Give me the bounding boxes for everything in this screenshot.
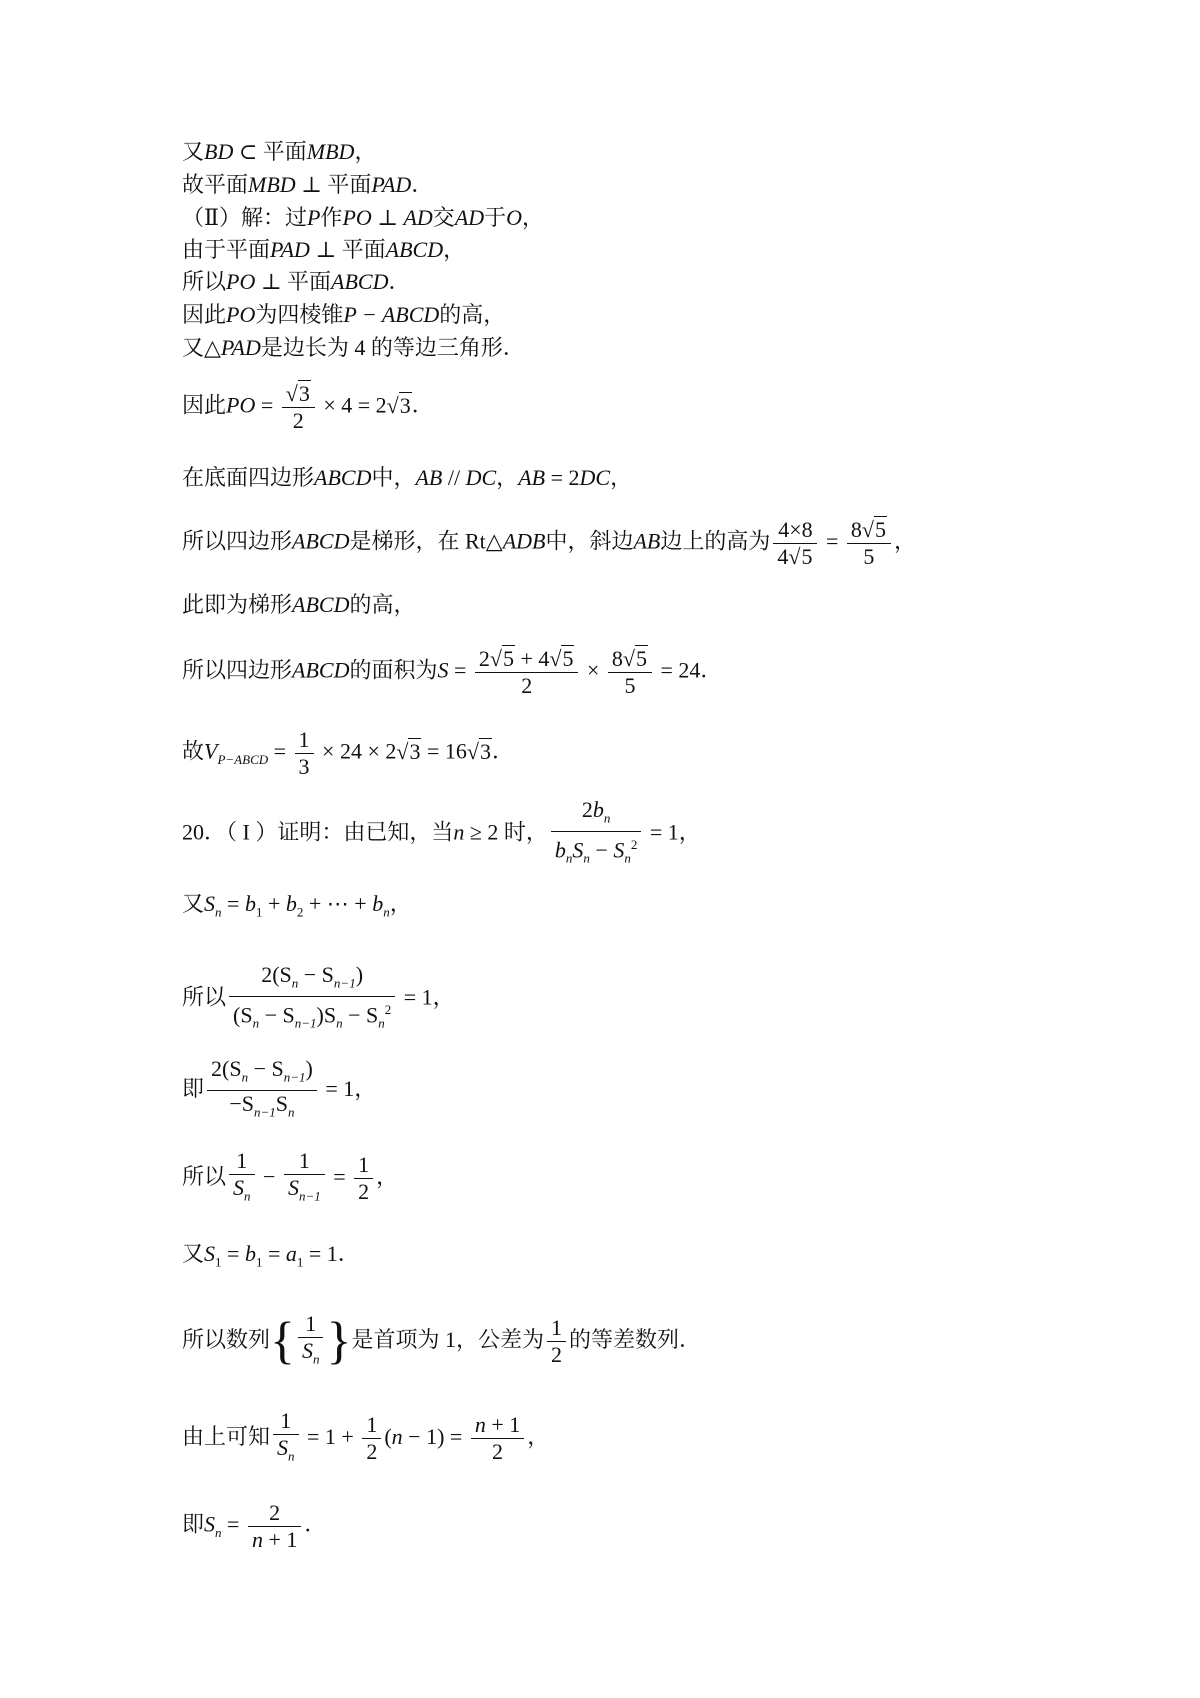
subscript: n bbox=[241, 1069, 249, 1085]
text: 由于平面 bbox=[182, 237, 271, 262]
math: 2 bbox=[492, 1439, 504, 1465]
math: 2 bbox=[521, 673, 533, 698]
fraction: $\frac{8√5}{5}$ bbox=[847, 517, 891, 570]
text: ， bbox=[389, 891, 412, 916]
math: 3 bbox=[409, 738, 421, 764]
text: 又 bbox=[182, 1241, 205, 1266]
math: − S bbox=[248, 1056, 284, 1081]
math: 1 bbox=[295, 727, 314, 754]
math: BD bbox=[204, 139, 234, 164]
subscript: n bbox=[288, 1448, 295, 1464]
math: MBD bbox=[248, 172, 296, 197]
text: = bbox=[221, 891, 245, 916]
text: 由上可知 bbox=[182, 1423, 271, 1449]
fraction bbox=[284, 1148, 325, 1209]
math: b bbox=[244, 1241, 256, 1266]
text: − bbox=[257, 1163, 281, 1189]
math: + 4 bbox=[514, 646, 550, 671]
text-line-11 bbox=[182, 591, 415, 619]
subscript: n−1 bbox=[294, 1016, 317, 1032]
math: − S bbox=[342, 1002, 379, 1028]
fraction bbox=[362, 1412, 381, 1465]
text: 的高， bbox=[349, 592, 416, 617]
text: − 1) = bbox=[402, 1423, 468, 1449]
text: 即 bbox=[182, 1075, 205, 1101]
text: × 24 × 2 bbox=[316, 738, 397, 764]
fraction: $\frac{8√5}{5}$ bbox=[608, 646, 652, 699]
text: ⊂ 平面 bbox=[233, 139, 307, 164]
math: 2 bbox=[550, 1342, 562, 1368]
math: S bbox=[572, 837, 584, 863]
math: n bbox=[251, 1527, 263, 1552]
text: = 1， bbox=[319, 1075, 377, 1101]
math: b bbox=[244, 891, 256, 916]
math: 5 bbox=[635, 646, 647, 671]
text: 又△ bbox=[182, 335, 221, 360]
subscript: n bbox=[378, 1016, 385, 1032]
text: 边上的高为 bbox=[660, 528, 771, 554]
subscript: n bbox=[603, 810, 611, 826]
text-line-1 bbox=[182, 138, 376, 166]
math: MBD bbox=[306, 139, 355, 164]
math: AB bbox=[633, 528, 661, 554]
right-brace: } bbox=[326, 1312, 352, 1370]
math: PAD bbox=[270, 237, 310, 262]
text: = 2 bbox=[545, 465, 580, 490]
text: ， bbox=[443, 237, 466, 262]
formula-line-13: 故$V_{P-ABCD}$ = $\frac{1}{3}$ × 24 × 2√3 = 16√3． bbox=[182, 727, 514, 779]
text: = bbox=[221, 1511, 245, 1537]
text: = 1， bbox=[644, 819, 701, 845]
text: 中，斜边 bbox=[545, 528, 634, 554]
fraction bbox=[551, 797, 641, 872]
math: + 1 bbox=[485, 1412, 521, 1438]
text: = 16 bbox=[421, 738, 467, 764]
text: ． bbox=[411, 392, 434, 418]
text: 所以 bbox=[182, 984, 227, 1010]
subscript: n bbox=[383, 904, 390, 920]
text: 所以四边形 bbox=[182, 657, 293, 683]
math: 8 bbox=[611, 646, 623, 671]
text: ， bbox=[893, 528, 916, 554]
math: ) bbox=[305, 1056, 313, 1081]
text: 在底面四边形 bbox=[182, 465, 315, 490]
math: P bbox=[306, 205, 321, 230]
text: 是梯形，在 Rt△ bbox=[349, 528, 503, 554]
formula-line-8: 因此PO = $\frac{√3}{2}$ × 4 = 2√3． bbox=[182, 381, 434, 433]
fraction bbox=[207, 1056, 317, 1126]
subscript: n−1 bbox=[333, 975, 356, 991]
text: × bbox=[581, 657, 605, 683]
text: 的高， bbox=[439, 302, 506, 327]
text: + bbox=[262, 891, 286, 916]
math: b bbox=[285, 891, 297, 916]
text: 是首项为 1，公差为 bbox=[351, 1326, 544, 1352]
subscript: n−1 bbox=[283, 1069, 306, 1085]
subscript: n bbox=[252, 1016, 260, 1032]
formula-line-21 bbox=[182, 1408, 549, 1469]
text-line-4 bbox=[182, 236, 465, 264]
subscript: n bbox=[288, 1104, 295, 1120]
math: PAD bbox=[220, 335, 261, 360]
text: // bbox=[442, 465, 466, 490]
text: ≥ 2 时， bbox=[464, 819, 548, 845]
math: PO bbox=[226, 269, 256, 294]
subscript: n bbox=[291, 975, 299, 991]
text: 又 bbox=[182, 139, 205, 164]
math: AD bbox=[403, 205, 433, 230]
text: = bbox=[268, 738, 292, 764]
text-line-3 bbox=[182, 204, 544, 232]
math: ABCD bbox=[314, 465, 372, 490]
subscript: n−1 bbox=[298, 1188, 321, 1204]
math: 4 bbox=[777, 544, 789, 569]
text: ． bbox=[491, 738, 514, 764]
text: ， bbox=[522, 205, 545, 230]
text: 所以 bbox=[182, 269, 227, 294]
subscript: P−ABCD bbox=[217, 751, 269, 767]
math: PO bbox=[342, 205, 372, 230]
text: 故 bbox=[182, 738, 205, 764]
text: 20．（ I ）证明：由已知，当 bbox=[182, 819, 454, 845]
text: （Ⅱ）解：过 bbox=[182, 205, 307, 230]
text: = bbox=[262, 1241, 286, 1266]
math: V bbox=[204, 738, 218, 764]
text: 即 bbox=[182, 1511, 205, 1537]
text: ( bbox=[384, 1423, 392, 1449]
text: 所以 bbox=[182, 1163, 227, 1189]
left-brace: { bbox=[270, 1312, 295, 1370]
text: 所以数列 bbox=[182, 1326, 271, 1352]
text: ， bbox=[496, 465, 519, 490]
text: 的面积为 bbox=[349, 657, 438, 683]
formula-line-14 bbox=[182, 797, 701, 872]
math: 5 bbox=[801, 544, 813, 569]
math: 8 bbox=[850, 517, 862, 542]
math: PAD bbox=[371, 172, 412, 197]
math: S bbox=[204, 1241, 216, 1266]
text: ⊥ bbox=[371, 205, 404, 230]
math: b bbox=[372, 891, 384, 916]
text: ． bbox=[388, 269, 411, 294]
formula-line-19 bbox=[182, 1240, 360, 1276]
math: O bbox=[506, 205, 523, 230]
text: ， bbox=[354, 139, 377, 164]
text: ， bbox=[610, 465, 633, 490]
math: 1 bbox=[273, 1408, 299, 1435]
math: ADB bbox=[502, 528, 546, 554]
subscript: n bbox=[336, 1016, 343, 1032]
formula-line-12 bbox=[182, 646, 722, 699]
text: 中， bbox=[371, 465, 416, 490]
math: ) bbox=[355, 962, 364, 987]
math: 5 bbox=[502, 646, 514, 671]
math: 1 bbox=[298, 1311, 324, 1338]
math: 4×8 bbox=[773, 517, 817, 544]
text: = bbox=[255, 392, 279, 418]
text: = 1 + bbox=[301, 1423, 360, 1449]
fraction: $\frac{2√5 + 4√5}{2}$ bbox=[475, 646, 579, 699]
math: − bbox=[589, 837, 614, 863]
text: 所以四边形 bbox=[182, 528, 293, 554]
fraction: $\frac{√3}{2}$ bbox=[282, 381, 315, 434]
fraction: $\frac{4\times 8}{4√5}$ bbox=[773, 517, 817, 570]
math: ABCD bbox=[292, 592, 350, 617]
math: n bbox=[474, 1412, 486, 1438]
text: × 4 = 2 bbox=[317, 392, 387, 418]
subscript: n bbox=[624, 851, 631, 867]
math: 5 bbox=[874, 517, 886, 542]
text-line-6 bbox=[182, 301, 505, 329]
math: S bbox=[204, 1511, 216, 1537]
math: − S bbox=[259, 1002, 295, 1028]
superscript: 2 bbox=[630, 837, 638, 853]
text-line-5 bbox=[182, 268, 411, 296]
fraction bbox=[229, 1148, 255, 1209]
math: ABCD bbox=[331, 269, 389, 294]
text: 因此 bbox=[182, 302, 227, 327]
math: 2 bbox=[358, 1179, 370, 1205]
math: S bbox=[204, 891, 216, 916]
math: PO bbox=[226, 302, 256, 327]
math: n bbox=[391, 1423, 403, 1449]
math: 5 bbox=[863, 544, 875, 569]
math: 3 bbox=[479, 738, 491, 764]
subscript: n bbox=[215, 904, 222, 920]
subscript: n−1 bbox=[253, 1104, 276, 1120]
text: 作 bbox=[320, 205, 343, 230]
subscript: n bbox=[312, 1351, 320, 1367]
math: P − ABCD bbox=[343, 302, 440, 327]
text: ⊥ 平面 bbox=[255, 269, 332, 294]
math: S bbox=[287, 1175, 299, 1200]
subscript: n bbox=[244, 1188, 251, 1204]
text: = 1． bbox=[303, 1241, 360, 1266]
fraction bbox=[295, 727, 314, 780]
text-line-9 bbox=[182, 464, 632, 492]
formula-line-17 bbox=[182, 1056, 376, 1126]
text: ， bbox=[527, 1423, 550, 1449]
text: + ⋯ + bbox=[303, 891, 373, 916]
math: n bbox=[453, 819, 465, 845]
text: = 1， bbox=[398, 984, 455, 1010]
text: 此即为梯形 bbox=[182, 592, 293, 617]
text: ． bbox=[411, 172, 434, 197]
math: 3 bbox=[298, 754, 310, 779]
subscript: 1 bbox=[215, 1254, 222, 1270]
text: = 24． bbox=[654, 657, 723, 683]
math: a bbox=[285, 1241, 297, 1266]
subscript: 2 bbox=[296, 904, 304, 920]
text: 于 bbox=[484, 205, 507, 230]
text: 故平面 bbox=[182, 172, 249, 197]
math: S bbox=[233, 1175, 245, 1200]
math: (S bbox=[233, 1002, 253, 1028]
math: 2 bbox=[366, 1439, 378, 1465]
math: 1 bbox=[229, 1148, 255, 1175]
text: ． bbox=[304, 1511, 327, 1537]
text: = bbox=[221, 1241, 245, 1266]
math: ABCD bbox=[385, 237, 444, 262]
math: PO bbox=[226, 392, 256, 418]
math: 3 bbox=[298, 381, 310, 406]
math: 5 bbox=[624, 673, 636, 698]
text-line-7 bbox=[182, 334, 525, 362]
fraction bbox=[273, 1408, 299, 1469]
text: 交 bbox=[432, 205, 455, 230]
subscript: n bbox=[215, 1524, 222, 1540]
math: AB bbox=[518, 465, 546, 490]
text: 因此 bbox=[182, 392, 227, 418]
text: ⊥ 平面 bbox=[295, 172, 372, 197]
math: ABCD bbox=[292, 657, 350, 683]
math: −S bbox=[229, 1091, 254, 1117]
math: 2(S bbox=[211, 1056, 242, 1081]
fraction bbox=[298, 1311, 324, 1372]
math: + 1 bbox=[262, 1527, 298, 1552]
math: S bbox=[301, 1338, 313, 1363]
math: b bbox=[592, 797, 604, 822]
math: ABCD bbox=[292, 528, 350, 554]
text: ， bbox=[376, 1163, 399, 1189]
text: 为四棱锥 bbox=[255, 302, 344, 327]
math: 2 bbox=[478, 646, 490, 671]
math: 2 bbox=[292, 408, 304, 433]
text: ⊥ 平面 bbox=[309, 237, 386, 262]
fraction bbox=[248, 1500, 301, 1553]
text: 是边长为 4 的等边三角形． bbox=[260, 335, 525, 360]
math: S bbox=[437, 657, 449, 683]
math: DC bbox=[579, 465, 611, 490]
math: S bbox=[277, 1435, 289, 1460]
math: 1 bbox=[547, 1315, 566, 1342]
subscript: 1 bbox=[255, 1254, 263, 1270]
math: − S bbox=[298, 962, 334, 987]
math: AD bbox=[454, 205, 485, 230]
subscript: n bbox=[583, 851, 590, 867]
math: 2(S bbox=[261, 962, 292, 987]
text: = bbox=[327, 1163, 352, 1189]
math: S bbox=[275, 1091, 289, 1117]
subscript: n bbox=[565, 851, 573, 867]
formula-line-20 bbox=[182, 1311, 701, 1372]
math: S bbox=[613, 837, 625, 863]
formula-line-18 bbox=[182, 1148, 398, 1209]
formula-line-16 bbox=[182, 962, 455, 1037]
math: b bbox=[554, 837, 566, 863]
math: 1 bbox=[284, 1148, 325, 1175]
superscript: 2 bbox=[384, 1002, 392, 1018]
math: 1 bbox=[362, 1412, 381, 1439]
math: 1 bbox=[354, 1152, 373, 1179]
text-line-2 bbox=[182, 171, 433, 199]
formula-line-22 bbox=[182, 1500, 326, 1553]
formula-line-15 bbox=[182, 890, 412, 926]
math: AB bbox=[415, 465, 443, 490]
text: = bbox=[448, 657, 472, 683]
fraction bbox=[471, 1412, 524, 1465]
math: 2 bbox=[248, 1500, 301, 1527]
fraction bbox=[547, 1315, 566, 1368]
text: = bbox=[820, 528, 844, 554]
math: DC bbox=[465, 465, 497, 490]
text: 又 bbox=[182, 891, 205, 916]
math: 3 bbox=[399, 392, 411, 418]
math: 5 bbox=[562, 646, 574, 671]
subscript: 1 bbox=[255, 904, 263, 920]
fraction bbox=[229, 962, 395, 1037]
text: 的等差数列． bbox=[568, 1326, 701, 1352]
math: )S bbox=[316, 1002, 337, 1028]
math: 2 bbox=[581, 797, 593, 822]
formula-line-10 bbox=[182, 517, 916, 570]
subscript: 1 bbox=[296, 1254, 304, 1270]
fraction bbox=[354, 1152, 373, 1205]
